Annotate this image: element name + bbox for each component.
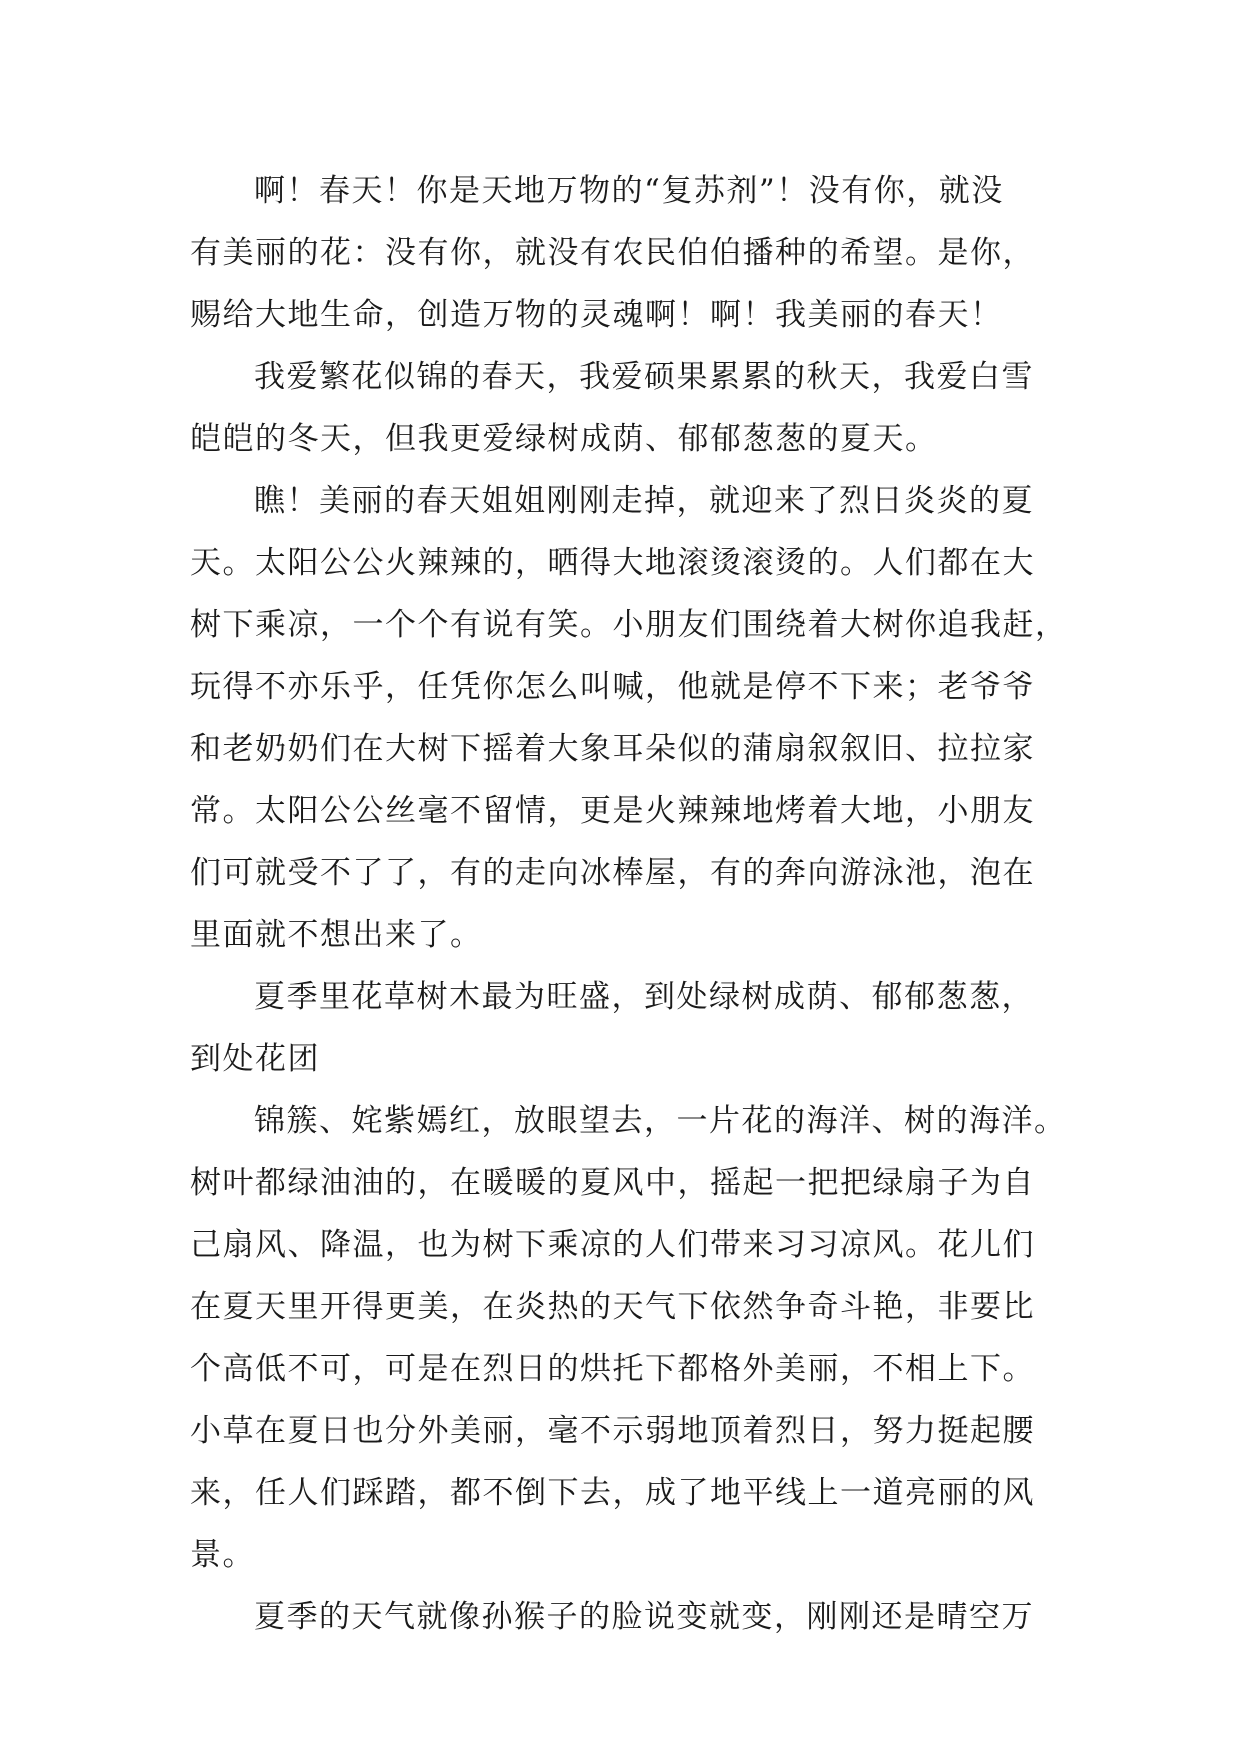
text-line: 小草在夏日也分外美丽，毫不示弱地顶着烈日，努力挺起腰 [190,1413,1035,1449]
text-line: 来，任人们踩踏，都不倒下去，成了地平线上一道亮丽的风 [190,1475,1035,1511]
text-line: 我爱繁花似锦的春天，我爱硕果累累的秋天，我爱白雪 [254,359,1034,395]
text-line: 里面就不想出来了。 [190,917,483,953]
text-line: 在夏天里开得更美，在炎热的天气下依然争奇斗艳，非要比 [190,1289,1035,1325]
text-line: 天。太阳公公火辣辣的，晒得大地滚烫滚烫的。人们都在大 [190,545,1035,581]
text-line: 皑皑的冬天，但我更爱绿树成荫、郁郁葱葱的夏天。 [190,421,938,457]
text-line: 们可就受不了了，有的走向冰棒屋，有的奔向游泳池，泡在 [190,855,1035,891]
text-line: 锦簇、姹紫嫣红，放眼望去，一片花的海洋、树的海洋。 [254,1103,1067,1139]
paragraph-summer-weather [190,1586,1070,1648]
paragraph-spring-praise [190,160,1070,346]
text-line: 有美丽的花：没有你，就没有农民伯伯播种的希望。是你， [190,235,1035,271]
text-line: 常。太阳公公丝毫不留情，更是火辣辣地烤着大地，小朋友 [190,793,1035,829]
text-line: 夏季的天气就像孙猴子的脸说变就变，刚刚还是晴空万 [254,1599,1034,1635]
text-line: 啊！春天！你是天地万物的“复苏剂”！没有你，就没 [254,173,1004,209]
paragraph-seasons-love [190,346,1070,470]
text-line: 和老奶奶们在大树下摇着大象耳朵似的蒲扇叙叙旧、拉拉家 [190,731,1035,767]
text-line: 瞧！美丽的春天姐姐刚刚走掉，就迎来了烈日炎炎的夏 [254,483,1034,519]
text-line: 到处花团 [190,1041,320,1077]
paragraph-summer-plants [190,966,1070,1090]
text-line: 赐给大地生命，创造万物的灵魂啊！啊！我美丽的春天！ [190,297,1003,333]
paragraph-summer-heat [190,470,1070,966]
text-line: 己扇风、降温，也为树下乘凉的人们带来习习凉风。花儿们 [190,1227,1035,1263]
text-line: 树叶都绿油油的，在暖暖的夏风中，摇起一把把绿扇子为自 [190,1165,1035,1201]
text-line: 景。 [190,1537,255,1573]
document-body [190,160,1070,1648]
paragraph-summer-flowers [190,1090,1070,1586]
text-line: 夏季里花草树木最为旺盛，到处绿树成荫、郁郁葱葱， [254,979,1034,1015]
text-line: 个高低不可，可是在烈日的烘托下都格外美丽，不相上下。 [190,1351,1035,1387]
text-line: 玩得不亦乐乎，任凭你怎么叫喊，他就是停不下来；老爷爷 [190,669,1035,705]
text-line: 树下乘凉，一个个有说有笑。小朋友们围绕着大树你追我赶， [190,607,1068,643]
